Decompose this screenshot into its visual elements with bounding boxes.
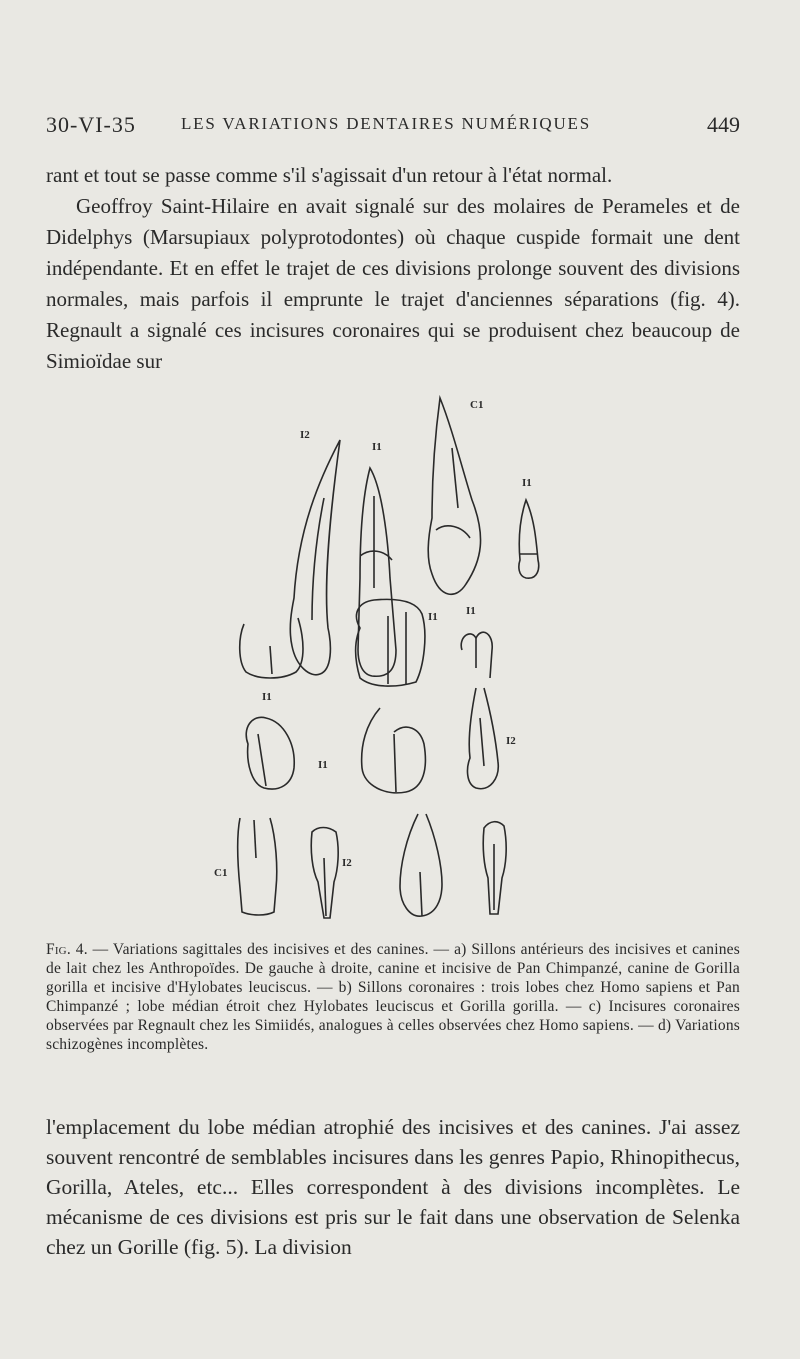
tooth-d2-root: [324, 858, 326, 916]
tooth-incisor-1-line: [360, 551, 392, 560]
label-10: C1: [214, 867, 228, 879]
tooth-crown-c1-inner: [258, 734, 266, 786]
header-date: 30-VI-35: [46, 112, 136, 137]
tooth-canine-1-groove: [312, 498, 324, 620]
tooth-d3-sulcus: [420, 872, 422, 916]
paragraph-1-rest: Geoffroy Saint-Hilaire en avait signalé sur des molaires de Perameles et de Didelphys (Marsupiaux polyprotodontes) où chaque cuspide formait une dent indépendante. Et en effet le trajet de ces divisions prolonge souvent des divisions normales, mais parfois il emprunte le trajet d'anciennes séparations (fig. 4). Regnault a signalé ces incisures coronaires qui se produisent chez beaucoup de Simioïdae sur: [46, 194, 740, 373]
label-3: C1: [470, 399, 484, 411]
tooth-canine-2: [428, 398, 480, 594]
paragraph-2-text: l'emplacement du lobe médian atrophié des incisives et des canines. J'ai assez souvent rencontré de semblables incisures dans les genres Papio, Rhinopithecus, Gorilla, Ateles, etc... Elles correspondent à des divisions incomplètes. Le mécanisme de ces divisions est pris sur le fait dans une observation de Selenka chez un Gorille (fig. 5). La division: [46, 1115, 740, 1259]
label-9: I2: [506, 735, 516, 747]
tooth-crown-c2-sulcus: [394, 734, 396, 792]
tooth-incisor-1: [358, 468, 396, 676]
label-1: I2: [300, 429, 310, 441]
figure-4-teeth-drawing: [200, 388, 580, 928]
tooth-crown-c2: [362, 708, 426, 793]
figure-caption: [46, 940, 740, 1054]
label-5: I1: [428, 611, 438, 623]
tooth-canine-2-groove: [452, 448, 458, 508]
teeth-drawing-svg: [200, 388, 580, 928]
figure-caption-text: — Variations sagittales des incisives et des canines. — a) Sillons antérieurs des incisives et canines de lait chez les Anthropoïdes. De gauche à droite, canine et incisive de Pan Chimpanzé, canine de Gorilla gorilla et incisive d'Hylobates leuciscus. — b) Sillons coronaires : trois lobes chez Homo sapiens et Pan Chimpanzé ; lobe médian étroit chez Hylobates leuciscus et Gorilla gorilla. — c) Incisures coronaires observées par Regnault chez les Simiidés, analogues à celles observées chez Homo sapiens. — d) Variations schizogènes incomplètes.: [46, 941, 740, 1053]
tooth-crown-c3-groove: [480, 718, 484, 766]
tooth-crown-b1-sulcus: [270, 646, 272, 674]
label-6: I1: [466, 605, 476, 617]
label-7: I1: [262, 691, 272, 703]
tooth-canine-2-line: [436, 526, 470, 538]
tooth-d1-root: [254, 820, 256, 858]
running-header: [46, 112, 740, 142]
tooth-crown-c1: [246, 717, 294, 789]
paragraph-2: [46, 1112, 740, 1262]
page-number: 449: [707, 112, 740, 137]
paragraph-1: [46, 160, 740, 377]
label-8: I1: [318, 759, 328, 771]
tooth-crown-c3: [468, 688, 499, 789]
header-title: LES VARIATIONS DENTAIRES NUMÉRIQUES: [181, 114, 591, 133]
figure-caption-label: Fig. 4.: [46, 941, 88, 958]
label-11: I2: [342, 857, 352, 869]
tooth-d1: [238, 818, 277, 915]
label-2: I1: [372, 441, 382, 453]
label-4: I1: [522, 477, 532, 489]
paragraph-1-line0: rant et tout se passe comme s'il s'agissait d'un retour à l'état normal.: [46, 163, 613, 187]
tooth-incisor-2: [519, 500, 539, 578]
